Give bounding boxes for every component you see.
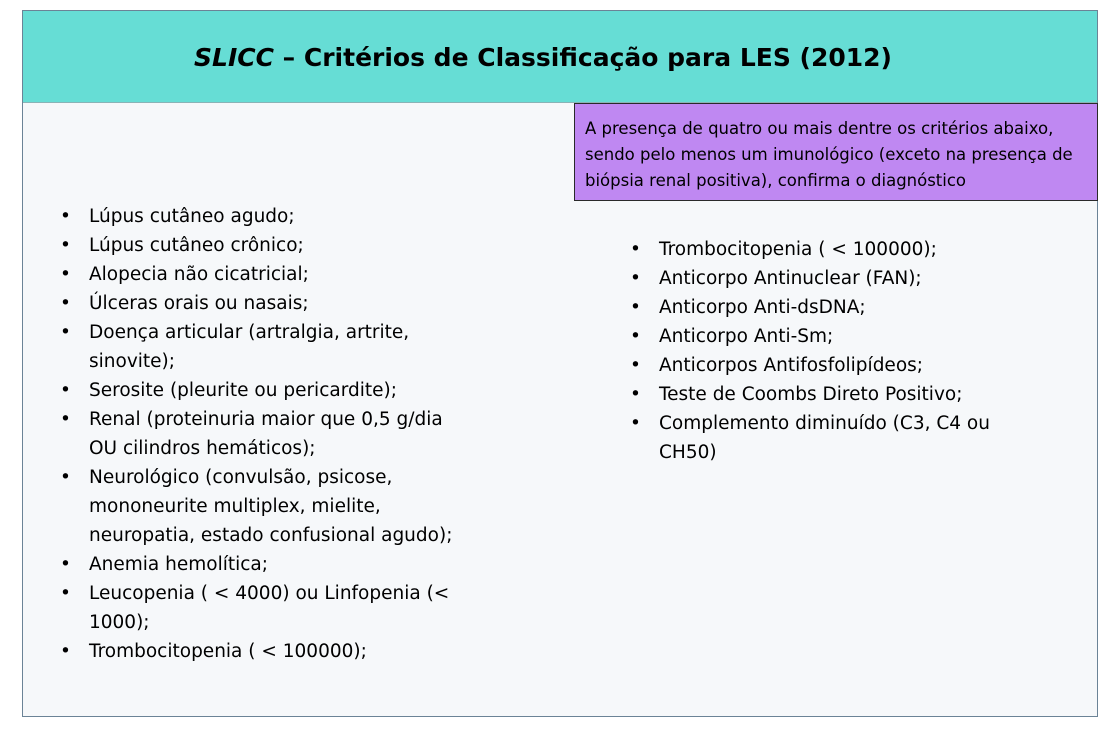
- list-item: • Úlceras orais ou nasais;: [60, 289, 500, 318]
- list-item: • Renal (proteinuria maior que 0,5 g/dia OU cilindros hemáticos);: [60, 405, 500, 463]
- list-item: • Anticorpo Anti-dsDNA;: [630, 293, 1070, 322]
- list-item: • Complemento diminuído (C3, C4 ou CH50): [630, 409, 1070, 467]
- right-criteria-list: [630, 235, 1070, 467]
- list-item: • Lúpus cutâneo crônico;: [60, 231, 500, 260]
- slide-title: [23, 41, 1063, 75]
- slide: [22, 10, 1098, 717]
- list-item: • Anemia hemolítica;: [60, 550, 500, 579]
- list-item: • Teste de Coombs Direto Positivo;: [630, 380, 1070, 409]
- left-criteria-list: [60, 202, 500, 666]
- list-item: • Trombocitopenia ( < 100000);: [630, 235, 1070, 264]
- list-item: • Anticorpo Anti-Sm;: [630, 322, 1070, 351]
- list-item: • Neurológico (convulsão, psicose, mononeurite multiplex, mielite, neuropatia, estado confusional agudo);: [60, 463, 500, 550]
- list-item: • Anticorpos Antifosfolipídeos;: [630, 351, 1070, 380]
- list-item: • Anticorpo Antinuclear (FAN);: [630, 264, 1070, 293]
- list-item: • Lúpus cutâneo agudo;: [60, 202, 500, 231]
- title-rest: – Critérios de Classificação para LES (2012): [273, 43, 892, 72]
- list-item: • Alopecia não cicatricial;: [60, 260, 500, 289]
- note-box: A presença de quatro ou mais dentre os critérios abaixo, sendo pelo menos um imunológico (exceto na presença de biópsia renal positiva), confirma o diagnóstico: [574, 103, 1098, 201]
- list-item: • Doença articular (artralgia, artrite, sinovite);: [60, 318, 500, 376]
- list-item: • Leucopenia ( < 4000) ou Linfopenia (< 1000);: [60, 579, 500, 637]
- list-item: • Serosite (pleurite ou pericardite);: [60, 376, 500, 405]
- title-italic-part: SLICC: [194, 43, 274, 72]
- title-bar: [23, 11, 1097, 103]
- list-item: • Trombocitopenia ( < 100000);: [60, 637, 500, 666]
